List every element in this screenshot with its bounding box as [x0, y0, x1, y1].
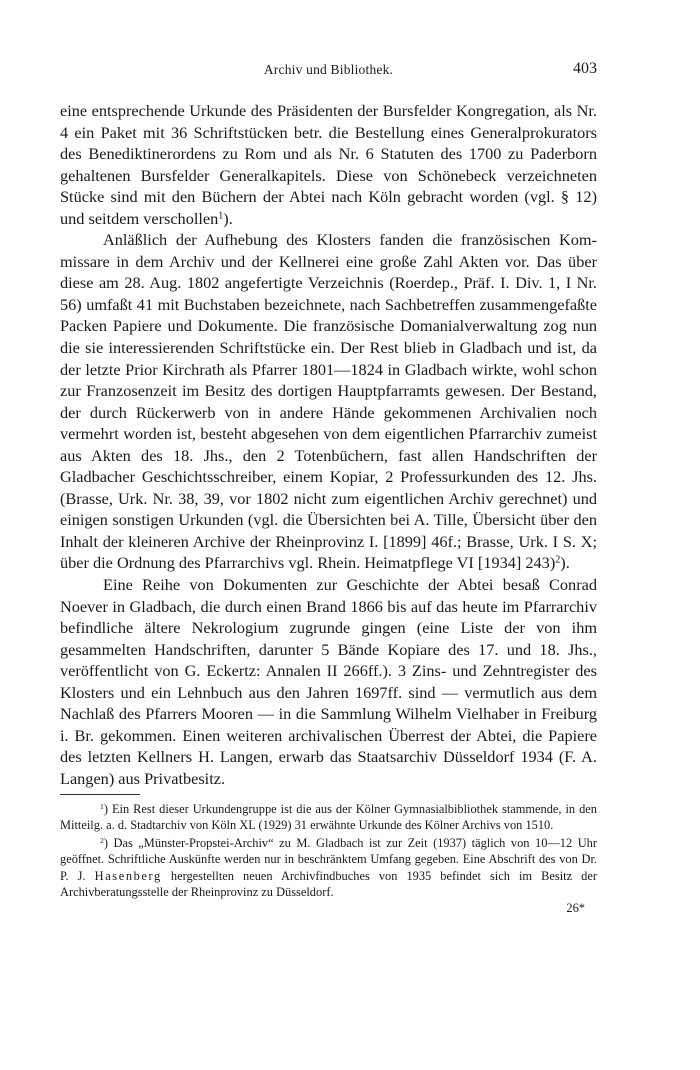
paragraph-3: Eine Reihe von Dokumenten zur Geschichte der Abtei besaß Conrad Noever in Gladbach, die durch einen Brand 1866 bis auf das heute im Pfarrarchiv befindliche ältere Nekrologium zugrunde gingen (eine Liste der von ihm gesammelten Handschriften, darunter 5 Bände Kopiare des 17. und 18. Jhs., veröffentlicht von G. Eckertz: Annalen II 266ff.). 3 Zins- und Zehntregister des Klosters und ein Lehnbuch aus den Jahren 1697ff. sind — vermutlich aus dem Nachlaß des Pfarrers Mooren — in die Sammlung Wilhelm Vielhaber in Freiburg i. Br. gekommen. Einen weiteren archivalischen Überrest der Abtei, die Papiere des letzten Kellners H. Langen, erwarb das Staatsarchiv Düsseldorf 1934 (F. A. Langen) aus Privatbesitz.	[60, 575, 597, 788]
page-header	[60, 62, 597, 86]
footnote-1	[60, 801, 597, 834]
footnote-2-text-b: hergestellten neuen Archivfindbuches von 1935 befindet sich im Besitz der Archivberatungsstelle der Rheinprovinz zu Düsseldorf.	[60, 868, 597, 900]
page-number: 403	[573, 60, 597, 77]
footnote-ref-2: 2	[555, 554, 561, 566]
paragraph-2-text: Anläßlich der Aufhebung des Klosters fanden die französischen Kommissare in dem Archiv und der Kellnerei eine große Zahl Akten vor. Das über diese am 28. Aug. 1802 angefertigte Verzeichnis (Roerdep., Präf. I. Div. 1, I Nr. 56) umfaßt 41 mit Buchstaben bezeichnete, nach Sachbetreffen zusammengefaßte Packen Papiere und Dokumente. Die französische Domanialverwaltung zog nun die sie interessierenden Schriftstücke ein. Der Rest blieb in Gladbach und ist, da der letzte Prior Kirchrath als Pfarrer 1801—1824 in Gladbach wirkte, wohl schon zur Franzosenzeit im Besitz des dortigen Hauptpfarramts gewesen. Der Bestand, der durch Rückerwerb von in andere Hände gekommenen Archivalien noch vermehrt worden ist, besteht abgesehen von dem eigentlichen Pfarrarchiv zumeist aus Akten des 18. Jhs., den 2 Totenbüchern, fast allen Handschriften der Gladbacher Geschichtsschreiber, einem Kopiar, 2 Professurkunden des 12. Jhs. (Brasse, Urk. Nr. 38, 39, vor 1802 nicht zum eigentlichen Archiv gerechnet) und einigen sonstigen Urkunden (vgl. die Übersichten bei A. Tille, Übersicht über den Inhalt der kleineren Archive der Rheinprovinz I. [1899] 46f.; Brasse, Urk. I S. X; über die Ordnung des Pfarrarchivs vgl. Rhein. Heimatpflege VI [1934] 243)	[60, 230, 597, 573]
paragraph-1-text: eine entsprechende Urkunde des Präsidenten der Bursfelder Kongregation, als Nr. 4 ein Paket mit 36 Schriftstücken betr. die Bestellung eines Generalprokurators des Benediktinerordens zu Rom und als Nr. 6 Statuten des 1700 zu Paderborn gehaltenen Bursfelder Generalkapitels. Diese von Schönebeck verzeichneten Stücke sind mit den Büchern der Abtei nach Köln gebracht worden (vgl. § 12) und seitdem verschollen	[60, 101, 597, 228]
paragraph-2-end: ).	[560, 553, 570, 573]
footnotes	[60, 801, 597, 902]
footnote-2	[60, 835, 597, 901]
paragraph-1	[60, 100, 597, 229]
printer-signature: 26*	[566, 901, 585, 916]
running-title: Archiv und Bibliothek.	[263, 62, 394, 77]
body-text	[60, 100, 597, 790]
footnote-separator	[60, 794, 140, 795]
footnote-2-name: Hasenberg	[94, 868, 162, 883]
paragraph-2	[60, 229, 597, 574]
footnote-2-text-a: ) Das „Münster-Propstei-Archiv“ zu M. Gladbach ist zur Zeit (1937) täglich von 10—12 Uhr geöffnet. Schriftliche Auskünfte werden nur in beschränktem Umfang gegeben. Eine Abschrift des von Dr. P. J.	[60, 835, 597, 883]
book-page	[60, 62, 597, 916]
footnote-1-text: ) Ein Rest dieser Urkundengruppe ist die aus der Kölner Gymnasialbibliothek stammende, in den Mitteilg. a. d. Stadtarchiv von Köln XL (1929) 31 erwähnte Urkunde des Kölner Archivs von 1510.	[60, 801, 597, 833]
footnote-1-mark: 1	[100, 801, 104, 811]
paragraph-1-end: ).	[223, 208, 233, 228]
footnote-ref-1: 1	[218, 210, 224, 222]
footnote-2-mark: 2	[100, 835, 104, 845]
